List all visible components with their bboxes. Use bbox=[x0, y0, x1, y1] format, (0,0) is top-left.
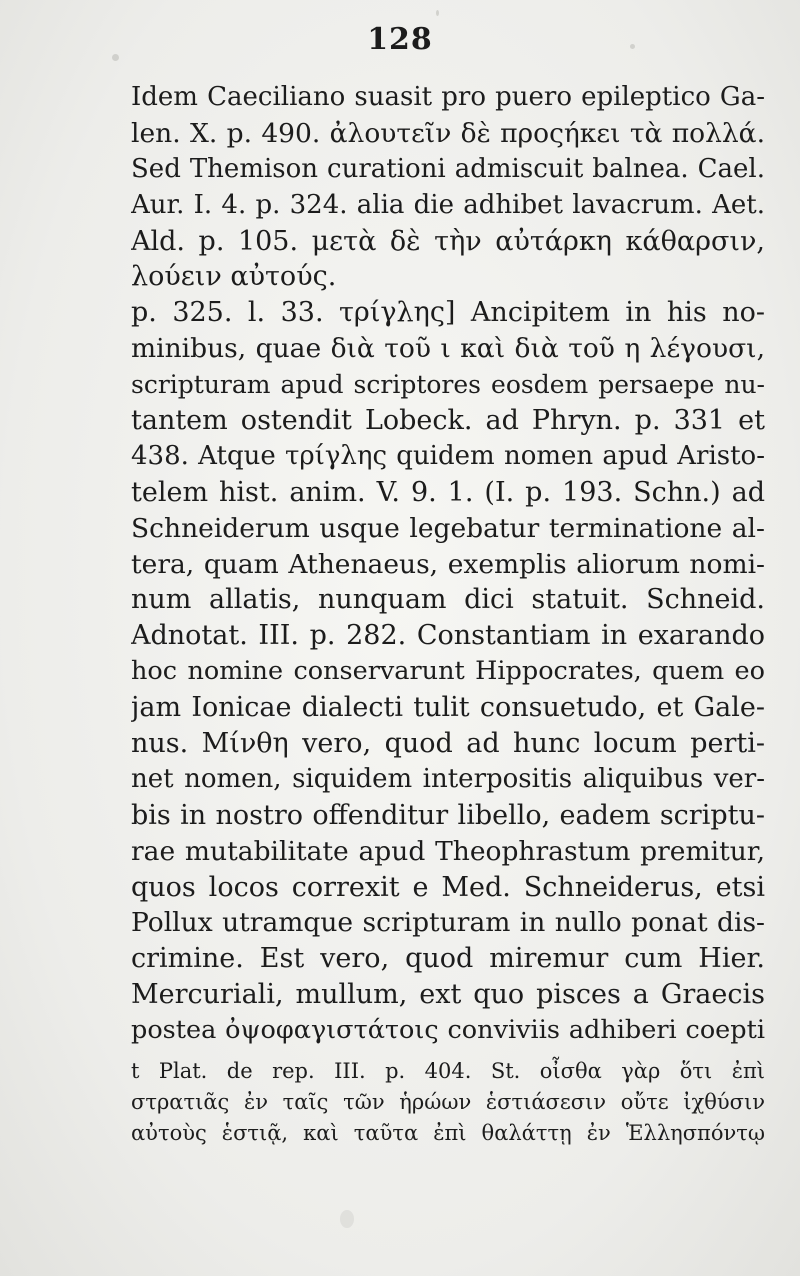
footnote-line: αὐτοὺς ἑστιᾷ, καὶ ταῦτα ἐπὶ θαλάττῃ ἐν Ἑλλησπόντῳ bbox=[131, 1121, 765, 1145]
paper-speck bbox=[436, 10, 439, 16]
text-line: Adnotat. III. p. 282. Constantiam in exarando bbox=[131, 620, 765, 652]
text-line: Mercuriali, mullum, ext quo pisces a Graecis bbox=[131, 979, 765, 1011]
text-line: Schneiderum usque legebatur terminatione al- bbox=[131, 512, 765, 544]
text-line: jam Ionicae dialecti tulit consuetudo, et Gale- bbox=[131, 692, 765, 724]
text-line: telem hist. anim. V. 9. 1. (I. p. 193. Schn.) ad bbox=[131, 476, 765, 508]
text-line: quos locos correxit e Med. Schneiderus, etsi bbox=[131, 871, 765, 903]
text-line: nus. Μίνθη vero, quod ad hunc locum perti- bbox=[131, 728, 765, 760]
text-line: Aur. I. 4. p. 324. alia die adhibet lavacrum. Aet. bbox=[131, 189, 765, 220]
text-line: crimine. Est vero, quod miremur cum Hier. bbox=[131, 943, 765, 975]
text-line: net nomen, siquidem interpositis aliquibus ver- bbox=[131, 763, 765, 794]
text-line: tantem ostendit Lobeck. ad Phryn. p. 331 et bbox=[131, 405, 765, 437]
text-line: hoc nomine conservarunt Hippocrates, quem eo bbox=[131, 656, 765, 687]
text-line: Idem Caeciliano suasit pro puero epileptico Ga- bbox=[131, 82, 765, 112]
text-line: p. 325. l. 33. τρίγλης] Ancipitem in his no- bbox=[131, 297, 765, 329]
footnote bbox=[131, 1056, 765, 1149]
text-line: bis in nostro offenditur libello, eadem scriptu- bbox=[131, 799, 765, 831]
text-line: postea ὀψοφαγιστάτοις conviviis adhiberi coepti bbox=[131, 1015, 765, 1046]
text-line: λούειν αὐτούς. bbox=[131, 261, 337, 293]
text-line: Ald. p. 105. μετὰ δὲ τὴν αὐτάρκη κάθαρσιν, bbox=[131, 225, 765, 257]
text-line: minibus, quae διὰ τοῦ ι καὶ διὰ τοῦ η λέγουσι, bbox=[131, 333, 765, 365]
text-line: Pollux utramque scripturam in nullo ponat dis- bbox=[131, 907, 765, 939]
page-number: 128 bbox=[367, 22, 433, 57]
text-line: 438. Atque τρίγλης quidem nomen apud Aristo- bbox=[131, 440, 765, 471]
text-line: num allatis, nunquam dici statuit. Schneid. bbox=[131, 584, 765, 616]
text-line: len. X. p. 490. ἀλουτεῖν δὲ προςήκει τὰ πολλά. bbox=[131, 117, 765, 149]
text-line: rae mutabilitate apud Theophrastum premitur, bbox=[131, 835, 765, 867]
footnote-line: t Plat. de rep. III. p. 404. St. οἶσθα γὰρ ὅτι ἐπὶ bbox=[131, 1059, 765, 1083]
main-text bbox=[131, 80, 765, 1049]
text-line: scripturam apud scriptores eosdem persaepe nu- bbox=[131, 370, 765, 400]
footnote-line: στρατιᾶς ἐν ταῖς τῶν ἡρώων ἑστιάσεσιν οὔτε ἰχθύσιν bbox=[131, 1090, 765, 1114]
paper-speck bbox=[340, 1210, 354, 1228]
text-line: Sed Themison curationi admiscuit balnea. Cael. bbox=[131, 153, 765, 184]
text-line: tera, quam Athenaeus, exemplis aliorum nomi- bbox=[131, 548, 765, 580]
